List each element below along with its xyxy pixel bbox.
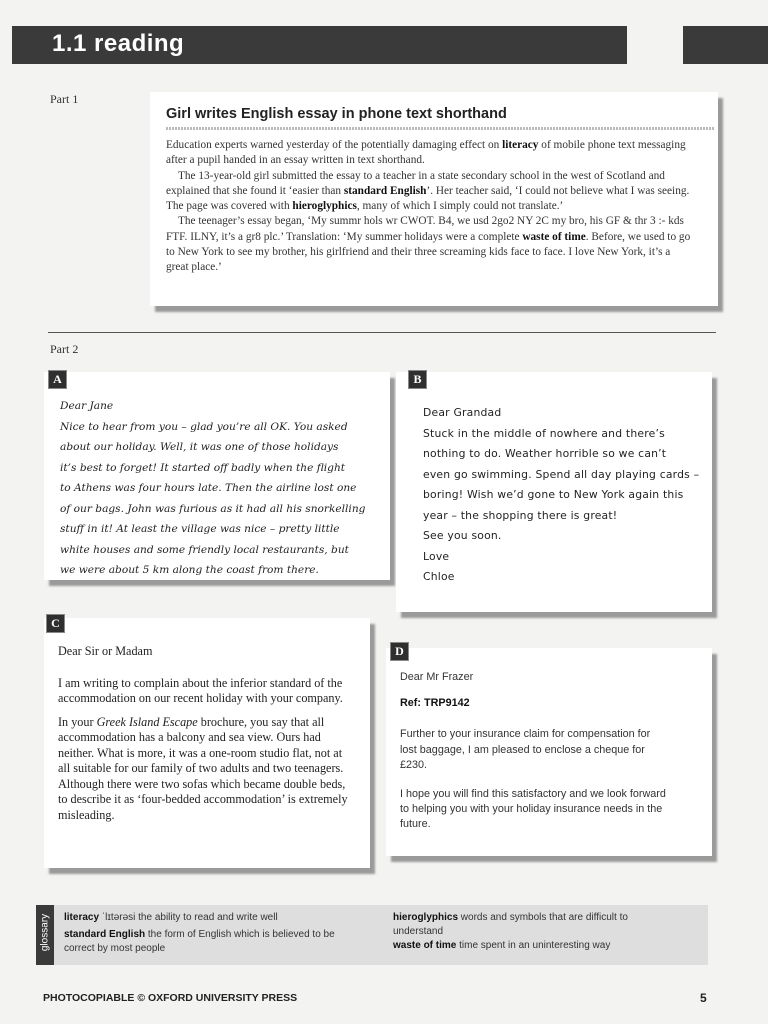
letter-d-ref: Ref: TRP9142 [400, 697, 470, 710]
letter-b-line: See you soon. [423, 529, 502, 542]
letter-b-line: even go swimming. Spend all day playing cards – [423, 467, 700, 481]
letter-c-greeting: Dear Sir or Madam [58, 644, 153, 658]
glossary-tab: glossary [36, 905, 54, 965]
glossary-entry: waste of time time spent in an uninteresting way [393, 940, 611, 951]
page-number: 5 [700, 991, 707, 1005]
letter-d-tag: D [390, 642, 409, 661]
letter-b-line: boring! Wish we’d gone to New York again this [423, 488, 684, 501]
letter-d-paragraph: I hope you will find this satisfactory and we look forward to helping you with your holiday insurance needs in the future. [400, 788, 666, 831]
letter-b-line: year – the shopping there is great! [423, 508, 618, 522]
header-bar-right [683, 26, 768, 64]
article-title: Girl writes English essay in phone text shorthand [166, 106, 507, 122]
letter-a-text [60, 396, 380, 581]
page-title: 1.1 reading [52, 30, 185, 57]
letter-b-tag: B [408, 370, 427, 389]
letter-a-line: about our holiday. Well, it was one of those holidays [60, 441, 339, 453]
article-paragraph-2: The 13-year-old girl submitted the essay to a teacher in a state secondary school in the west of Scotland and explained that she found it ‘easier than standard English’. Her teacher said, ‘I could not believe what I was seeing. The page was covered with hieroglyphics, many of which I simply could not translate.’ [166, 169, 690, 213]
part1-label: Part 1 [50, 92, 79, 106]
letter-b-line: Love [423, 549, 450, 563]
letter-a-line: Nice to hear from you – glad you’re all OK. You asked [60, 420, 348, 433]
article-rule [166, 127, 714, 130]
letter-c-paragraph: In your Greek Island Escape brochure, you say that all accommodation has a balcony and sea view. Ours had neither. What is more, it was a one-room studio flat, not at all suitable for our family of two adults and two teenagers. Although there were two sofas which became double beds, to describe it as ‘four-bedded accommodation’ is extremely misleading. [58, 714, 348, 822]
glossary-entry: hieroglyphics words and symbols that are difficult to understand [393, 912, 628, 937]
glossary-entry: standard English the form of English which is believed to be correct by most people [64, 929, 335, 954]
letter-d-paragraph: Further to your insurance claim for compensation for lost baggage, I am pleased to enclose a cheque for £230. [400, 728, 651, 771]
article-body [166, 138, 694, 276]
letter-d-text [400, 670, 670, 833]
letter-b-line: Chloe [423, 570, 455, 583]
letter-a-line: it’s best to forget! It started off badly when the flight [60, 461, 346, 474]
letter-a-line: white houses and some friendly local restaurants, but [60, 543, 349, 556]
part2-label: Part 2 [50, 342, 79, 356]
copyright-footer: PHOTOCOPIABLE © OXFORD UNIVERSITY PRESS [43, 992, 298, 1004]
letter-a-line: of our bags. John was furious as it had all his snorkelling [60, 502, 366, 515]
letter-b-line: Dear Grandad [423, 406, 502, 419]
letter-c-text [58, 644, 356, 823]
letter-a-line: to Athens was four hours late. Then the airline lost one [60, 482, 357, 494]
letter-c-paragraph: I am writing to complain about the inferior standard of the accommodation on our recent holiday with your company. [58, 675, 343, 705]
letter-b-line: nothing to do. Weather horrible so we can’t [423, 447, 667, 460]
article-paragraph-3: The teenager’s essay began, ‘My summr hols wr CWOT. B4, we usd 2go2 NY 2C my bro, his GF & thr 3 :- kds FTF. ILNY, it’s a gr8 plc.’ Translation: ‘My summer holidays were a complete waste of time. Before, we used to go to New York to see my brother, his girlfriend and their three screaming kids face to face. I love New York, it’s a great place.’ [166, 215, 691, 274]
letter-d-greeting: Dear Mr Frazer [400, 671, 474, 683]
article-paragraph-1: Education experts warned yesterday of the potentially damaging effect on literacy of mobile phone text messaging after a pupil handed in an essay written in text shorthand. [166, 139, 686, 167]
letter-a-line: stuff in it! At least the village was nice – pretty little [60, 523, 340, 535]
letter-b-text [423, 403, 708, 588]
letter-a-tag: A [48, 370, 67, 389]
letter-c-tag: C [46, 614, 65, 633]
letter-a-line: Dear Jane [60, 400, 114, 412]
section-divider [48, 332, 716, 333]
glossary-entry: literacy ˈlɪtərəsi the ability to read and write well [64, 912, 278, 923]
letter-a-line: we were about 5 km along the coast from there. [60, 564, 319, 576]
letter-b-line: Stuck in the middle of nowhere and there’s [423, 426, 665, 440]
